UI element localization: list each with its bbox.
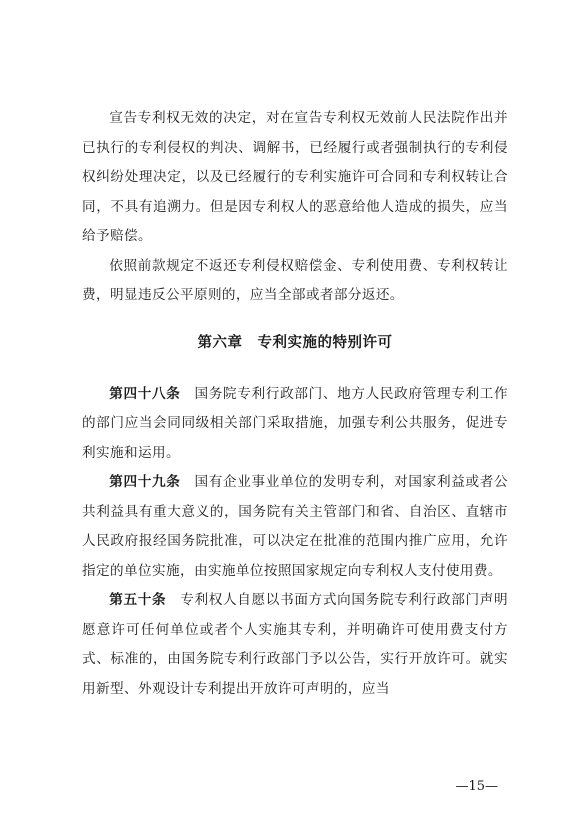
document-page [82, 104, 508, 704]
paragraph-invalidation-effect: 宣告专利权无效的决定，对在宣告专利权无效前人民法院作出并已执行的专利侵权的判决、调解书，已经履行或者强制执行的专利侵权纠纷处理决定，以及已经履行的专利实施许可合同和专利权转让合同，不具有追溯力。但是因专利权人的恶意给他人造成的损失，应当给予赔偿。 [82, 110, 508, 244]
article-text: 专利权人自愿以书面方式向国务院专利行政部门声明愿意许可任何单位或者个人实施其专利，并明确许可使用费支付方式、标准的，由国务院专利行政部门予以公告，实行开放许可。就实用新型、外观设计专利提出开放许可声明的，应当 [82, 592, 508, 697]
article-48 [82, 380, 508, 469]
page-number: —15— [455, 779, 498, 794]
article-title: 第五十条 [109, 592, 167, 608]
article-50 [82, 586, 508, 704]
article-text: 国务院专利行政部门、地方人民政府管理专利工作的部门应当会同同级相关部门采取措施，加强专利公共服务，促进专利实施和运用。 [82, 385, 508, 461]
paragraph-refund-rule: 依照前款规定不返还专利侵权赔偿金、专利使用费、专利权转让费，明显违反公平原则的，应当全部或者部分返还。 [82, 257, 508, 303]
article-title: 第四十八条 [109, 385, 181, 402]
article-49 [82, 468, 508, 586]
article-text: 国有企业事业单位的发明专利，对国家利益或者公共利益具有重大意义的，国务院有关主管部门和省、自治区、直辖市人民政府报经国务院批准，可以决定在批准的范围内推广应用，允许指定的单位实施，由实施单位按照国家规定向专利权人支付使用费。 [82, 474, 508, 579]
article-title: 第四十九条 [109, 474, 181, 490]
chapter-title: 第六章 专利实施的特别许可 [197, 334, 393, 351]
